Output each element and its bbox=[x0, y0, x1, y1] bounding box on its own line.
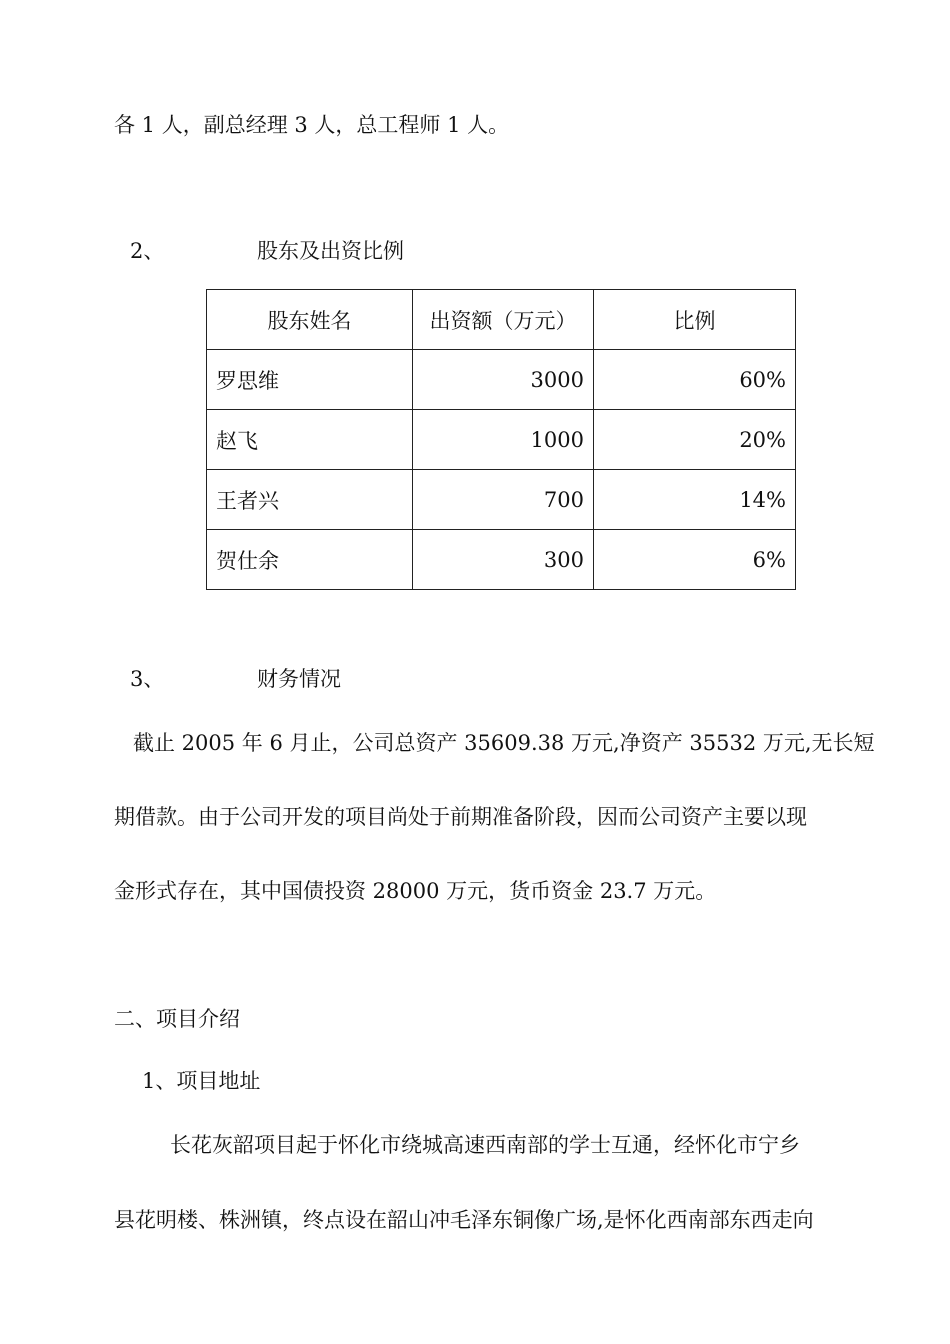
paragraph-line: 县花明楼、株洲镇，终点设在韶山冲毛泽东铜像广场,是怀化西南部东西走向 bbox=[114, 1208, 814, 1232]
section-number: 2、 bbox=[130, 239, 165, 263]
chapter-heading: 二、项目介绍 bbox=[114, 1007, 240, 1031]
paragraph-line: 截止 2005 年 6 月止，公司总资产 35609.38 万元,净资产 35532 万元,无长短 bbox=[133, 731, 875, 755]
table-row bbox=[207, 530, 796, 590]
table-row bbox=[207, 470, 796, 530]
section-number: 3、 bbox=[130, 667, 165, 691]
table-cell: 赵飞 bbox=[207, 410, 413, 470]
table-cell: 300 bbox=[413, 530, 594, 590]
table-cell: 罗思维 bbox=[207, 350, 413, 410]
table-header-cell: 比例 bbox=[594, 290, 796, 350]
table-cell: 1000 bbox=[413, 410, 594, 470]
text-line: 各 1 人，副总经理 3 人，总工程师 1 人。 bbox=[114, 113, 510, 137]
table-cell: 60% bbox=[594, 350, 796, 410]
table-header-row bbox=[207, 290, 796, 350]
table-header-cell: 出资额（万元） bbox=[413, 290, 594, 350]
shareholder-table bbox=[206, 289, 796, 590]
table-row bbox=[207, 410, 796, 470]
table-cell: 20% bbox=[594, 410, 796, 470]
paragraph-line: 金形式存在，其中国债投资 28000 万元，货币资金 23.7 万元。 bbox=[114, 879, 717, 903]
paragraph-line: 期借款。由于公司开发的项目尚处于前期准备阶段，因而公司资产主要以现 bbox=[114, 805, 807, 829]
table-header-cell: 股东姓名 bbox=[207, 290, 413, 350]
subsection-heading: 1、项目地址 bbox=[142, 1069, 261, 1093]
table-cell: 700 bbox=[413, 470, 594, 530]
paragraph-line: 长花灰韶项目起于怀化市绕城高速西南部的学士互通，经怀化市宁乡 bbox=[170, 1133, 800, 1157]
table-cell: 14% bbox=[594, 470, 796, 530]
table-row bbox=[207, 350, 796, 410]
table-cell: 3000 bbox=[413, 350, 594, 410]
section-title: 股东及出资比例 bbox=[257, 239, 404, 263]
table-cell: 王者兴 bbox=[207, 470, 413, 530]
table-cell: 6% bbox=[594, 530, 796, 590]
section-title: 财务情况 bbox=[257, 667, 341, 691]
table-cell: 贺仕余 bbox=[207, 530, 413, 590]
